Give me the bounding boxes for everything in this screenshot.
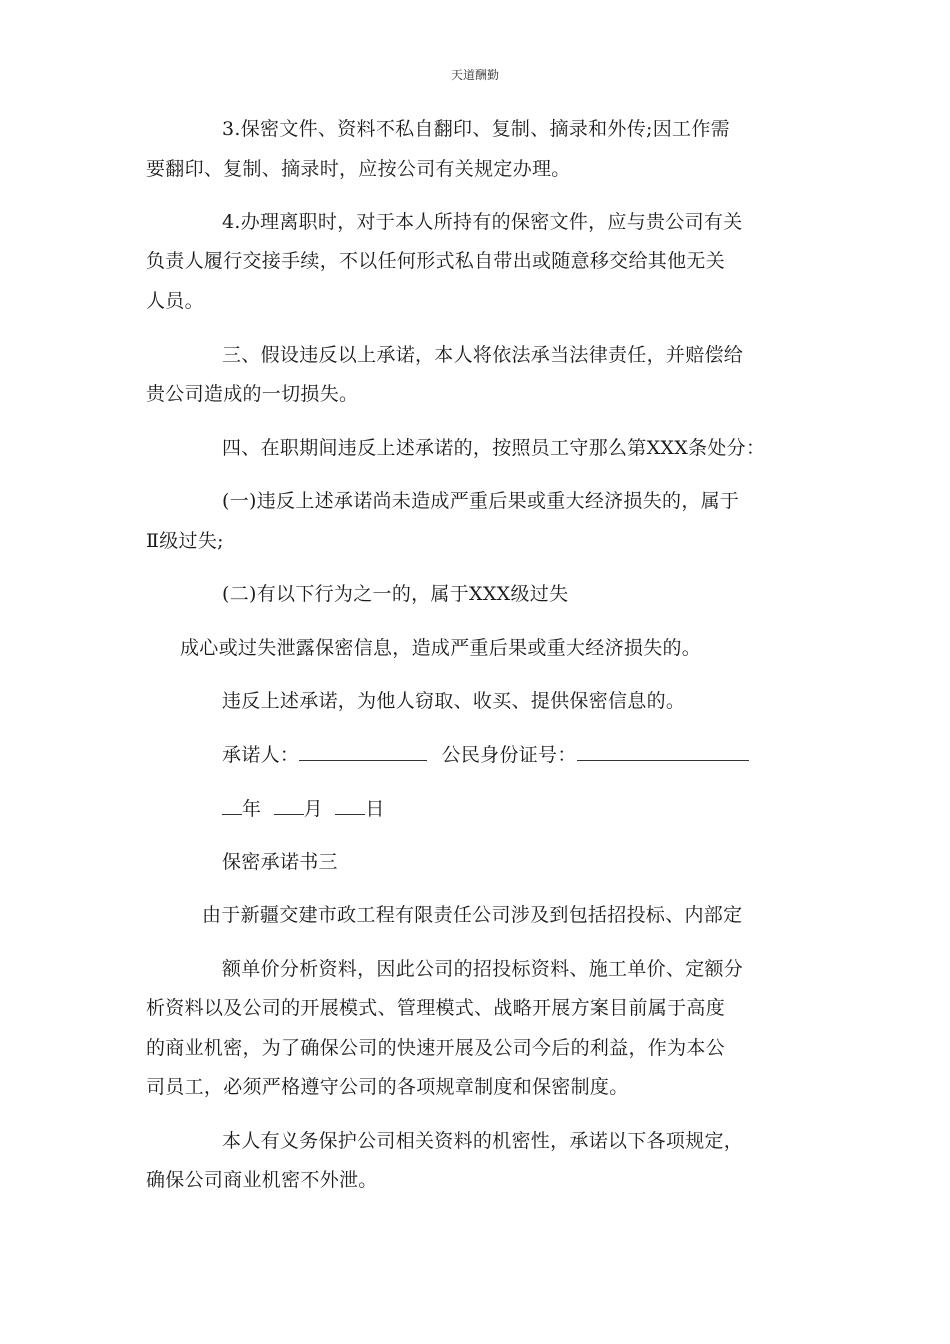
paragraph-4-line-3: 人员。: [146, 290, 204, 312]
clause-2-item-2: 违反上述承诺，为他人窃取、收买、提供保密信息的。: [222, 690, 686, 712]
intro-para-line-3: 的商业机密，为了确保公司的快速开展及公司今后的利益，作为本公: [146, 1037, 726, 1059]
intro-para-line-2: 析资料以及公司的开展模式、管理模式、战略开展方案目前属于高度: [146, 997, 726, 1019]
year-blank: [222, 796, 242, 815]
intro-line-1: 由于新疆交建市政工程有限责任公司涉及到包括招投标、内部定: [202, 904, 743, 926]
section-title-3: 保密承诺书三: [222, 851, 338, 873]
paragraph-4-line-2: 负责人履行交接手续，不以任何形式私自带出或随意移交给其他无关: [146, 250, 726, 272]
clause-1-line-1: (一)违反上述承诺尚未造成严重后果或重大经济损失的，属于: [222, 490, 740, 512]
paragraph-3-line-1: 3.保密文件、资料不私自翻印、复制、摘录和外传;因工作需: [222, 118, 730, 140]
obligation-line-1: 本人有义务保护公司相关资料的机密性，承诺以下各项规定，: [222, 1130, 744, 1152]
clause-2-item-1: 成心或过失泄露保密信息，造成严重后果或重大经济损失的。: [180, 637, 702, 659]
id-number-label: 公民身份证号：: [441, 744, 577, 766]
obligation-line-2: 确保公司商业机密不外泄。: [146, 1169, 378, 1191]
clause-1-line-2: Ⅱ级过失;: [146, 530, 224, 552]
intro-para-line-1: 额单价分析资料，因此公司的招投标资料、施工单价、定额分: [222, 958, 744, 980]
page-header: 天道酬勤: [450, 68, 499, 82]
day-blank: [335, 796, 365, 815]
section-3-line-1: 三、假设违反以上承诺，本人将依法承当法律责任，并赔偿给: [222, 344, 744, 366]
paragraph-4-line-1: 4.办理离职时，对于本人所持有的保密文件，应与贵公司有关: [222, 211, 743, 233]
promiser-label: 承诺人：: [222, 744, 300, 766]
month-blank: [274, 796, 304, 815]
intro-para-line-4: 司员工，必须严格遵守公司的各项规章制度和保密制度。: [146, 1076, 629, 1098]
month-label: 月: [303, 798, 323, 820]
paragraph-3-line-2: 要翻印、复制、摘录时，应按公司有关规定办理。: [146, 158, 571, 180]
date-line: [222, 790, 385, 828]
year-label: 年: [242, 798, 262, 820]
promiser-blank: [299, 742, 427, 761]
section-4-line-1: 四、在职期间违反上述承诺的，按照员工守那么第XXX条处分：: [222, 437, 766, 459]
signature-line: [222, 736, 749, 774]
day-label: 日: [365, 798, 385, 820]
clause-2-line-1: (二)有以下行为之一的，属于XXX级过失: [222, 583, 569, 605]
section-3-line-2: 贵公司造成的一切损失。: [146, 383, 359, 405]
id-number-blank: [577, 742, 749, 761]
